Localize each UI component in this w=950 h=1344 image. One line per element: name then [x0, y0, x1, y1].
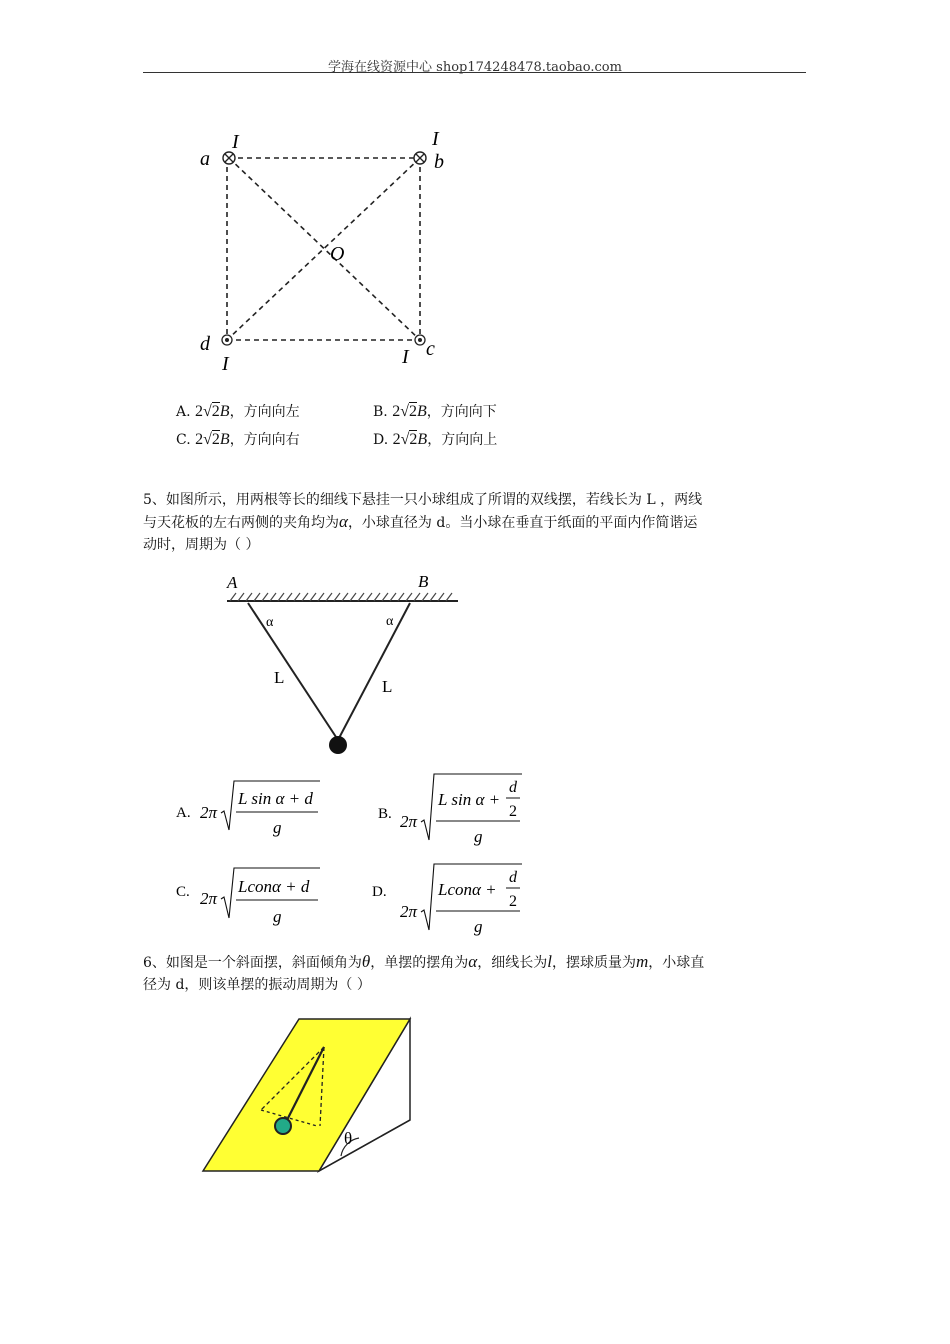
- svg-text:2π: 2π: [400, 812, 418, 831]
- q6-question: [143, 951, 813, 996]
- label-c: c: [426, 338, 435, 360]
- wire-c-out-icon: [415, 335, 425, 345]
- q6-line-2: 径为 d，则该单摆的振动周期为（ ）: [143, 977, 371, 993]
- svg-text:g: g: [273, 907, 282, 926]
- q4-option-d[interactable]: D. 2√2B，方向向上: [373, 431, 498, 448]
- q5-option-d[interactable]: [372, 858, 542, 943]
- wire-b-into-icon: [414, 152, 426, 164]
- svg-text:d: d: [509, 779, 517, 796]
- svg-text:2π: 2π: [400, 902, 418, 921]
- q5-option-c[interactable]: [170, 862, 340, 932]
- pendulum-ball: [275, 1118, 291, 1134]
- label-theta: θ: [344, 1129, 353, 1148]
- label-center: O: [330, 243, 345, 265]
- svg-text:g: g: [273, 818, 282, 837]
- page-header: 学海在线资源中心 shop174248478.taobao.com: [328, 60, 622, 75]
- label-alpha-right: α: [386, 614, 394, 629]
- svg-text:d: d: [509, 869, 517, 886]
- q6-line-1: 6、如图是一个斜面摆，斜面倾角为θ，单摆的摆角为α，细线长为l，摆球质量为m，小球直: [143, 952, 705, 971]
- q5-line-1: 5、如图所示，用两根等长的细线下悬挂一只小球组成了所谓的双线摆，若线长为 L ，两线: [143, 492, 703, 508]
- label-A: A: [227, 573, 238, 592]
- label-L-left: L: [274, 668, 285, 687]
- svg-text:A.: A.: [176, 805, 191, 821]
- svg-text:2: 2: [509, 803, 517, 820]
- q5-line-2: 与天花板的左右两侧的夹角均为α，小球直径为 d。当小球在垂直于纸面的平面内作简谐运: [143, 512, 698, 531]
- q5-option-a[interactable]: [170, 775, 340, 845]
- left-string: [248, 603, 338, 740]
- wire-d-out-icon: [222, 335, 232, 345]
- q6-incline-figure: [195, 1010, 425, 1180]
- label-d: d: [200, 333, 210, 355]
- q5-question: [143, 489, 813, 556]
- right-string: [338, 603, 410, 740]
- header-rule: [143, 72, 806, 73]
- q4-option-b[interactable]: B. 2√2B，方向向下: [373, 403, 497, 420]
- q5-line-3: 动时，周期为（ ）: [143, 537, 260, 553]
- label-current-c: I: [402, 346, 409, 368]
- svg-text:2π: 2π: [200, 889, 218, 908]
- svg-text:C.: C.: [176, 884, 190, 900]
- ceiling-hatch: [230, 593, 452, 601]
- label-B: B: [418, 572, 429, 591]
- svg-text:g: g: [474, 917, 483, 936]
- svg-text:L sin α + d: L sin α + d: [238, 789, 313, 808]
- label-current-b: I: [432, 128, 439, 150]
- svg-text:D.: D.: [372, 884, 387, 900]
- svg-text:2: 2: [509, 893, 517, 910]
- q4-option-a[interactable]: A. 2√2B，方向向左: [176, 403, 300, 420]
- q5-pendulum-figure: [222, 568, 462, 758]
- label-L-right: L: [382, 677, 393, 696]
- label-alpha-left: α: [266, 615, 274, 630]
- svg-text:Lconα +: Lconα +: [438, 880, 497, 899]
- svg-text:g: g: [474, 827, 483, 846]
- svg-text:B.: B.: [378, 806, 392, 822]
- q4-option-c[interactable]: C. 2√2B，方向向右: [176, 431, 300, 448]
- svg-text:Lconα + d: Lconα + d: [238, 877, 310, 896]
- label-current-a: I: [232, 131, 239, 153]
- label-b: b: [434, 151, 444, 173]
- svg-text:2π: 2π: [200, 803, 218, 822]
- label-current-d: I: [222, 353, 229, 370]
- wire-a-into-icon: [223, 152, 235, 164]
- svg-text:L sin α +: L sin α +: [438, 790, 501, 809]
- label-a: a: [200, 148, 210, 170]
- q5-option-b[interactable]: [372, 768, 542, 853]
- diagonal-bd: [227, 158, 420, 340]
- q4-square-figure: [190, 120, 460, 370]
- pendulum-ball: [329, 736, 347, 754]
